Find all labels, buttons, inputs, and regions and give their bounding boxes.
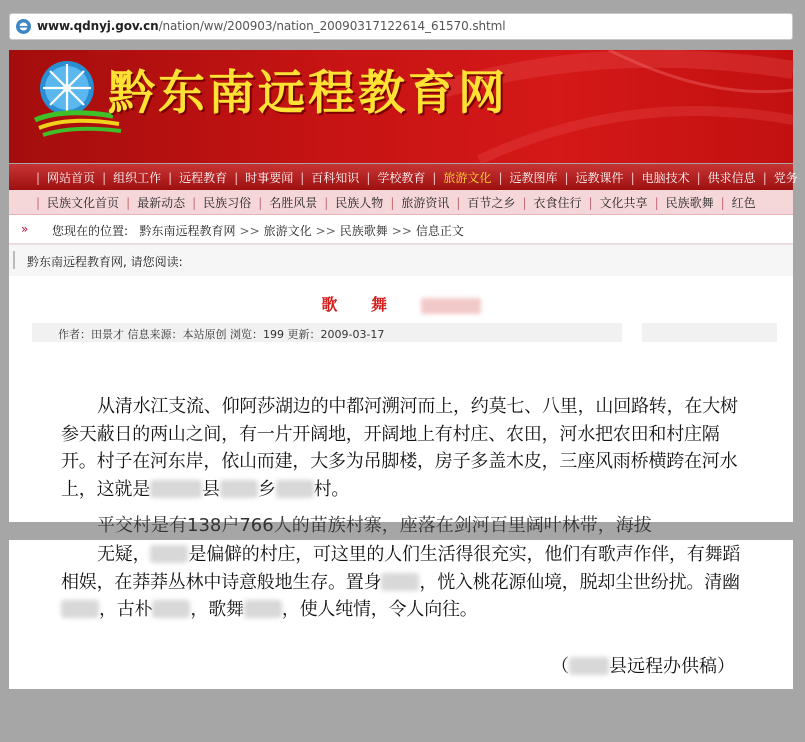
secondary-nav-separator: | [720, 196, 725, 210]
breadcrumb-separator: >> [391, 224, 412, 238]
primary-nav-item[interactable]: 网站首页 [47, 171, 96, 185]
secondary-nav-item[interactable]: 最新动态 [137, 196, 186, 210]
secondary-nav-item[interactable]: 民族习俗 [203, 196, 252, 210]
breadcrumb-prefix: 您现在的位置: [52, 224, 129, 238]
primary-nav-separator: | [432, 171, 437, 185]
secondary-nav-separator: | [258, 196, 263, 210]
secondary-nav-item[interactable]: 旅游资讯 [401, 196, 450, 210]
site-title: 黔东南远程教育网 [108, 66, 508, 121]
primary-nav-item[interactable]: 学校教育 [377, 171, 426, 185]
secondary-nav-item[interactable]: 红色 [731, 196, 756, 210]
primary-nav-item[interactable]: 组织工作 [113, 171, 162, 185]
primary-nav-separator: | [630, 171, 635, 185]
primary-nav [9, 164, 798, 190]
site-banner [9, 50, 793, 163]
breadcrumb-link[interactable]: 黔东南远程教育网 [139, 224, 236, 238]
greeting-bar [9, 244, 793, 277]
secondary-nav-item[interactable]: 民族人物 [335, 196, 384, 210]
article-cut-line: 平交村是有138户766人的苗族村寨，座落在剑河百里阔叶林带，海拔 [97, 515, 652, 536]
redacted-text [61, 600, 99, 618]
breadcrumb-link[interactable]: 旅游文化 [263, 224, 312, 238]
primary-nav-item[interactable]: 时事要闻 [245, 171, 294, 185]
secondary-nav-item[interactable]: 民族歌舞 [665, 196, 714, 210]
article-source: （ 县远程办供稿） [551, 656, 735, 677]
primary-nav-separator: | [300, 171, 305, 185]
primary-nav-item[interactable]: 供求信息 [707, 171, 756, 185]
secondary-nav-separator: | [324, 196, 329, 210]
redacted-text [569, 657, 609, 675]
secondary-nav-separator: | [36, 196, 41, 210]
primary-nav-separator: | [762, 171, 767, 185]
redacted-text [150, 480, 202, 498]
secondary-nav-separator: | [522, 196, 527, 210]
redacted-text [152, 600, 190, 618]
breadcrumb-link[interactable]: 民族歌舞 [339, 224, 388, 238]
article-title: 歌 舞 [9, 292, 793, 315]
double-arrow-icon: » [21, 222, 29, 236]
primary-nav-item[interactable]: 远教课件 [575, 171, 624, 185]
primary-nav-separator: | [36, 171, 41, 185]
primary-nav-item[interactable]: 党务 [773, 171, 798, 185]
secondary-nav [9, 190, 793, 215]
article-meta-bar [32, 323, 777, 342]
primary-nav-item[interactable]: 远程教育 [179, 171, 228, 185]
primary-nav-separator: | [168, 171, 173, 185]
article-paragraph-1: 从清水江支流、仰阿莎湖边的中都河溯河而上，约莫七、八里，山回路转，在大树参天蔽日的两山之间，有一片开阔地，开阔地上有村庄、农田，河水把农田和村庄隔开。村子在河东岸，依山而建，大多为吊脚楼，房子多盖木皮，三座风雨桥横跨在河水上，这就是 县 乡 村。 [61, 396, 738, 500]
secondary-nav-item[interactable]: 名胜风景 [269, 196, 318, 210]
article-paragraph-2: 无疑， 是偏僻的村庄，可这里的人们生活得很充实，他们有歌声作伴，有舞蹈相娱，在莽莽丛林中诗意般地生存。置身 ，恍入桃花源仙境，脱却尘世纷扰。清幽，古朴 ，歌舞 ，使人纯情，令人向往。 [61, 544, 741, 620]
secondary-nav-row [36, 194, 763, 211]
primary-nav-separator: | [366, 171, 371, 185]
article-panel-bottom [9, 540, 793, 689]
primary-nav-row [36, 169, 805, 186]
redacted-title [421, 298, 481, 314]
secondary-nav-separator: | [126, 196, 131, 210]
redacted-text [220, 480, 258, 498]
article-meta: 作者：田景才 信息来源：本站原创 浏览：199 更新：2009-03-17 [58, 328, 385, 341]
secondary-nav-item[interactable]: 百节之乡 [467, 196, 516, 210]
primary-nav-separator: | [102, 171, 107, 185]
redacted-text [244, 600, 282, 618]
secondary-nav-item[interactable]: 文化共享 [599, 196, 648, 210]
primary-nav-separator: | [696, 171, 701, 185]
secondary-nav-separator: | [654, 196, 659, 210]
article-panel-top [9, 276, 793, 536]
secondary-nav-item[interactable]: 衣食住行 [533, 196, 582, 210]
address-bar[interactable] [9, 13, 793, 40]
primary-nav-separator: | [234, 171, 239, 185]
primary-nav-separator: | [498, 171, 503, 185]
redacted-text [276, 480, 314, 498]
primary-nav-separator: | [564, 171, 569, 185]
redacted-text [381, 573, 419, 591]
breadcrumb-link[interactable]: 信息正文 [415, 224, 464, 238]
greeting-text: 黔东南远程教育网, 请您阅读: [27, 255, 183, 269]
primary-nav-item[interactable]: 电脑技术 [641, 171, 690, 185]
secondary-nav-separator: | [588, 196, 593, 210]
secondary-nav-separator: | [192, 196, 197, 210]
breadcrumb-separator: >> [315, 224, 336, 238]
primary-nav-item[interactable]: 百科知识 [311, 171, 360, 185]
ie-page-icon [15, 18, 32, 35]
redacted-text [150, 545, 188, 563]
secondary-nav-item[interactable]: 民族文化首页 [47, 196, 120, 210]
secondary-nav-separator: | [456, 196, 461, 210]
secondary-nav-separator: | [390, 196, 395, 210]
primary-nav-item[interactable]: 旅游文化 [443, 171, 492, 185]
url-text[interactable]: www.qdnyj.gov.cn/nation/ww/200903/nation_20090317122614_61570.shtml [37, 19, 506, 33]
breadcrumb-separator: >> [239, 224, 260, 238]
breadcrumb [9, 215, 793, 244]
primary-nav-item[interactable]: 远教图库 [509, 171, 558, 185]
